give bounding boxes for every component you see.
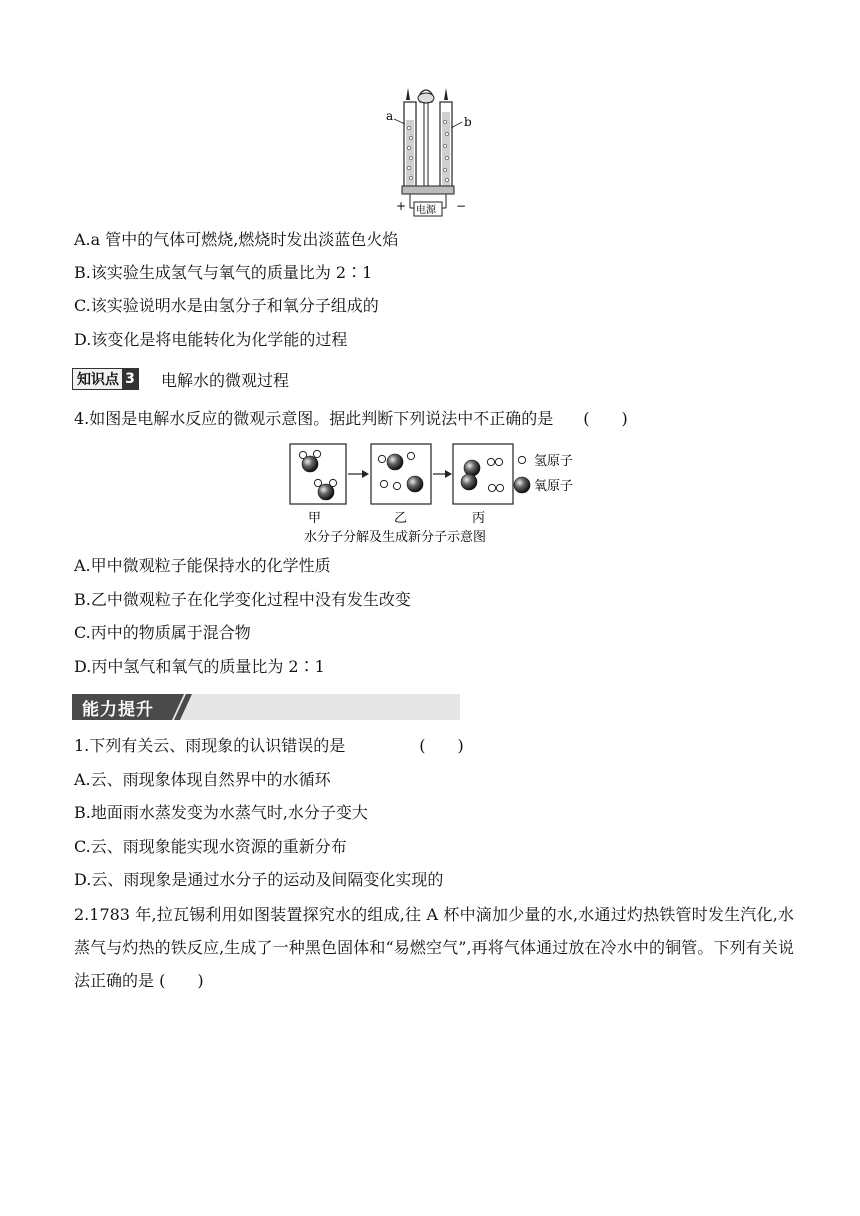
knowledge-point-header	[72, 368, 289, 390]
label-a: a	[386, 109, 394, 123]
water-decomposition-diagram	[282, 442, 592, 548]
legend-oxygen: 氧原子	[534, 479, 574, 494]
p1-option-b: B.地面雨水蒸发变为水蒸气时,水分子变大	[74, 803, 368, 822]
knowledge-point-title: 电解水的微观过程	[161, 370, 290, 390]
label-minus: −	[456, 199, 467, 213]
q4-option-a: A.甲中微观粒子能保持水的化学性质	[74, 556, 331, 575]
q3-option-d: D.该变化是将电能转化为化学能的过程	[74, 330, 348, 349]
p1-option-c: C.云、雨现象能实现水资源的重新分布	[74, 837, 347, 856]
answer-paren: ( )	[419, 736, 464, 755]
electrolysis-apparatus-figure	[380, 86, 490, 222]
label-power: 电源	[416, 205, 436, 216]
section-banner	[72, 692, 460, 720]
legend-hydrogen: 氢原子	[534, 454, 574, 469]
label-b: b	[464, 115, 472, 129]
p1-stem: 1.下列有关云、雨现象的认识错误的是 ( )	[74, 736, 464, 755]
label-yi: 乙	[394, 511, 408, 526]
p1-option-d: D.云、雨现象是通过水分子的运动及间隔变化实现的	[74, 870, 444, 889]
q3-option-c: C.该实验说明水是由氢分子和氧分子组成的	[74, 296, 379, 315]
section-banner-label: 能力提升	[82, 700, 154, 720]
label-jia: 甲	[308, 511, 322, 526]
q3-option-a: A.a 管中的气体可燃烧,燃烧时发出淡蓝色火焰	[74, 230, 399, 249]
label-bing: 丙	[472, 511, 486, 526]
p2-stem: 2.1783 年,拉瓦锡利用如图装置探究水的组成,往 A 杯中滴加少量的水,水通过灼热铁管时发生汽化,水蒸气与灼热的铁反应,生成了一种黑色固体和“易燃空气”,再将气体通过放在冷水中的铜管。下列有关说法正确的是 ( )	[74, 898, 794, 997]
knowledge-point-number: 3	[122, 369, 138, 389]
answer-paren: ( )	[159, 971, 204, 990]
q4-option-c: C.丙中的物质属于混合物	[74, 623, 251, 642]
q3-option-b: B.该实验生成氢气与氧气的质量比为 2∶1	[74, 263, 373, 282]
answer-paren: ( )	[583, 409, 628, 428]
q4-option-b: B.乙中微观粒子在化学变化过程中没有发生改变	[74, 590, 411, 609]
label-plus: +	[396, 199, 407, 213]
p1-option-a: A.云、雨现象体现自然界中的水循环	[74, 770, 331, 789]
q4-option-d: D.丙中氢气和氧气的质量比为 2∶1	[74, 657, 325, 676]
knowledge-point-badge: 知识点 3	[72, 368, 139, 390]
diagram-caption: 水分子分解及生成新分子示意图	[304, 530, 487, 545]
q4-stem: 4.如图是电解水反应的微观示意图。据此判断下列说法中不正确的是 ( )	[74, 409, 628, 428]
